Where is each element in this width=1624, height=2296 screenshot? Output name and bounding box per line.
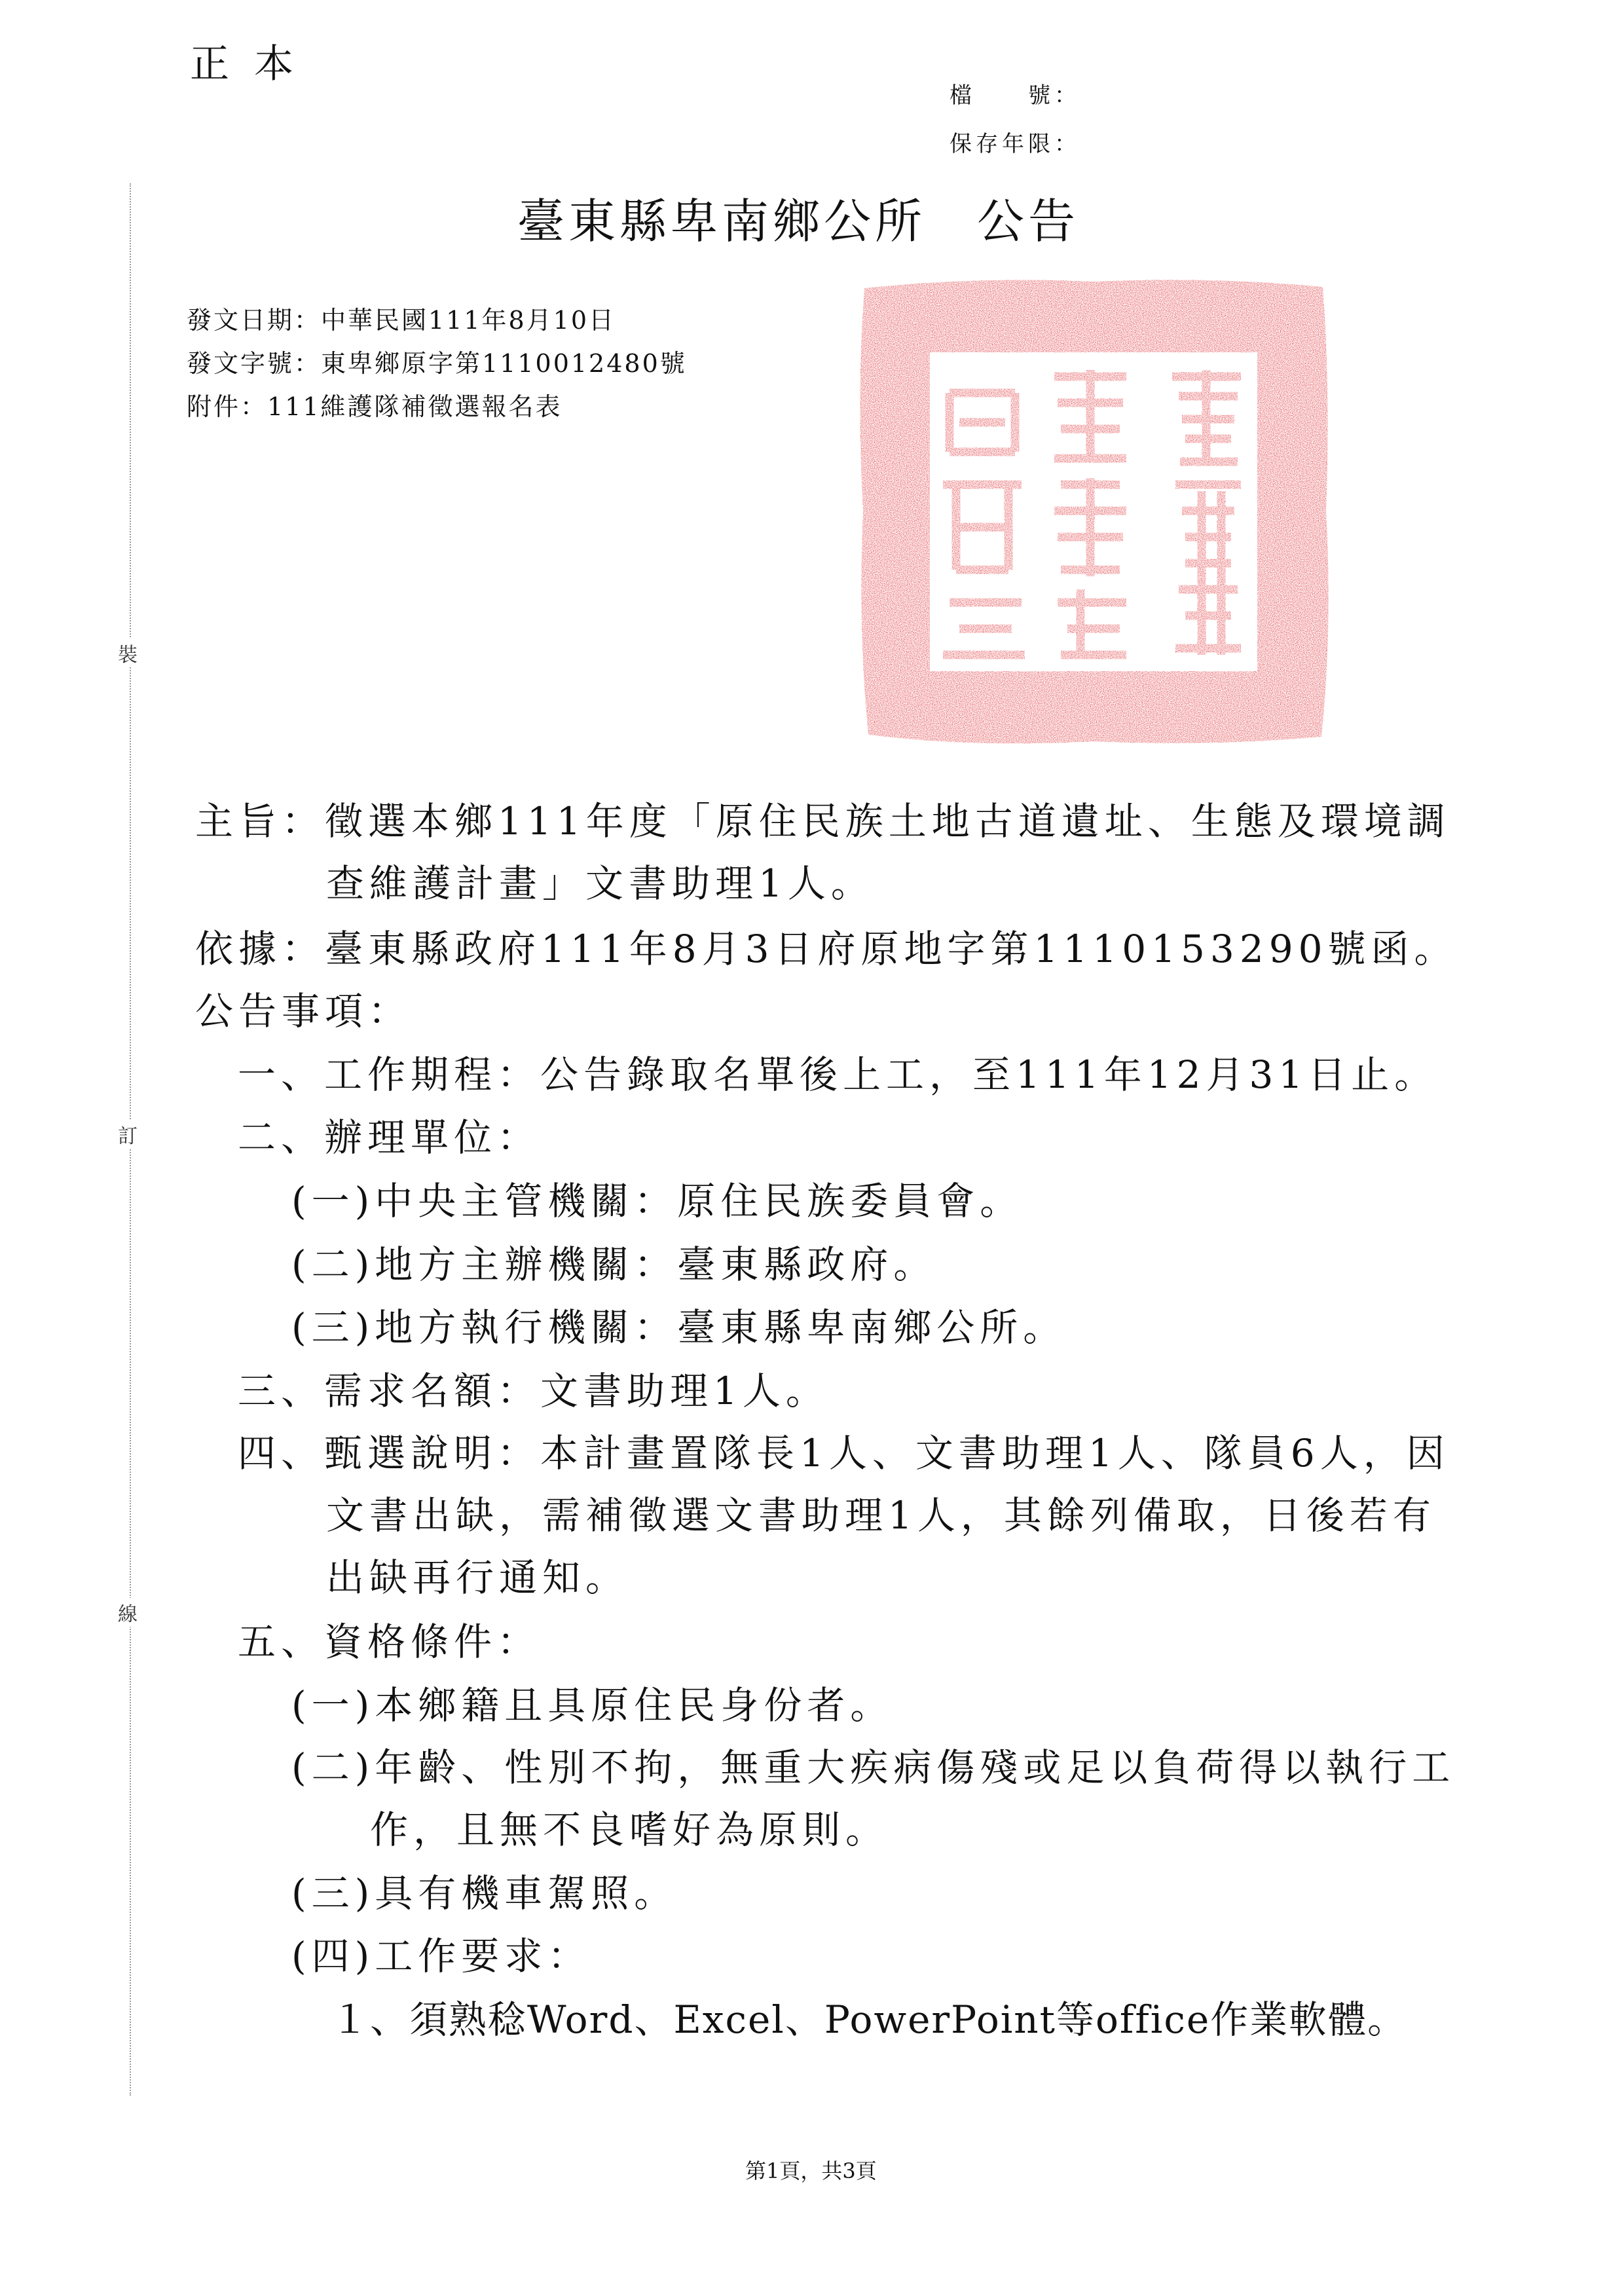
page-number-footer: 第1頁，共3頁 [745,2158,877,2183]
attachment-line: 附件：111維護隊補徵選報名表 [187,392,563,421]
item-selection-line-3: 出缺再行通知。 [326,1555,629,1600]
item-selection-line-1: 四、甄選說明：本計畫置隊長1人、文書助理1人、隊員6人，因 [238,1431,1450,1475]
item-work-period: 一、工作期程：公告錄取名單後上工，至111年12月31日止。 [238,1052,1438,1097]
basis-line: 依據：臺東縣政府111年8月3日府原地字第1110153290號函。 [195,927,1458,971]
item-work-requirements-heading: (四)工作要求： [291,1934,591,1978]
item-selection-line-2: 文書出缺，需補徵選文書助理1人，其餘列備取，日後若有 [326,1493,1436,1538]
item-license: (三)具有機車駕照。 [291,1871,678,1916]
item-qualifications-heading: 五、資格條件： [238,1620,541,1664]
announcement-heading: 公告事項： [195,989,412,1033]
item-residency: (一)本鄉籍且具原住民身份者。 [291,1683,894,1728]
item-local-executor: (三)地方執行機關：臺東縣卑南鄉公所。 [291,1305,1067,1350]
seal-characters: 臺東縣卑南鄉公所印 [1094,517,1099,518]
binding-mark-xian: 線 [118,1598,138,1627]
official-seal-stamp [845,262,1342,760]
item-central-authority: (一)中央主管機關：原住民族委員會。 [291,1179,1024,1223]
item-age-health-line-1: (二)年齡、性別不拘，無重大疾病傷殘或足以負荷得以執行工 [291,1745,1456,1790]
item-office-software: １、須熟稔Word、Excel、PowerPoint等office作業軟體。 [331,1997,1407,2042]
file-number-label: 檔 號： [950,83,1080,109]
copy-type-label: 正本 [190,41,318,87]
item-quota: 三、需求名額：文書助理1人。 [238,1369,829,1413]
document-title: 臺東縣卑南鄉公所 公告 [517,194,1080,249]
subject-line-2: 查維護計畫」文書助理1人。 [326,861,874,906]
item-age-health-line-2: 作，且無不良嗜好為原則。 [370,1807,889,1852]
issue-date: 發文日期：中華民國111年8月10日 [187,306,616,335]
issue-number: 發文字號：東卑鄉原字第1110012480號 [187,349,687,378]
subject-line-1: 主旨：徵選本鄉111年度「原住民族土地古道遺址、生態及環境調 [195,799,1450,843]
retention-period-label: 保存年限： [950,131,1080,157]
binding-mark-ding: 訂 [118,1120,138,1149]
item-local-organizer: (二)地方主辦機關：臺東縣政府。 [291,1242,937,1287]
item-organizers-heading: 二、辦理單位： [238,1115,541,1160]
binding-mark-zhuang: 裝 [118,639,138,667]
